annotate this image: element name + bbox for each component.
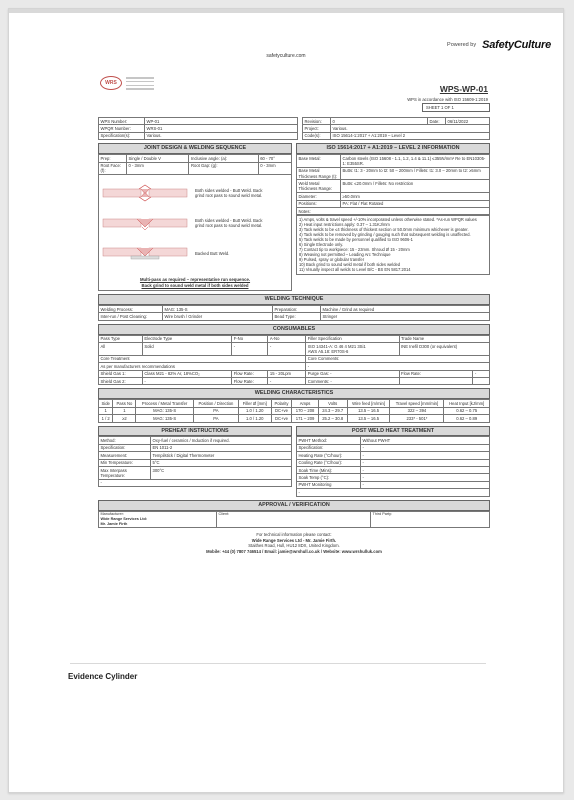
wps-document: [98, 70, 490, 670]
company-logo: WRS: [100, 76, 122, 90]
joint-design-section: [98, 143, 292, 291]
wps-title: WPS-WP-01: [439, 84, 488, 94]
note-item: 1) Amps, volts & travel speed +/-10% incorporated unless otherwise stated. *As-run WPQR values: [299, 217, 477, 223]
wps-number: WP-01: [145, 118, 298, 125]
welding-technique-section: [98, 294, 490, 321]
column-header: Side: [99, 400, 113, 407]
iso-notes-list: [296, 215, 490, 275]
table-row: [99, 407, 490, 414]
note-item: 3) Tack welds to be ≤4 thickness of thickest section or 50.0mm minimum whichever is greater.: [299, 227, 469, 233]
double-v-joint-icon: [101, 183, 189, 203]
table-cell: 25.2 – 30.8: [318, 415, 347, 422]
table-cell: ≥2: [113, 415, 136, 422]
joint-prep-table: Prep: Single / Double V Inclusive angle: (a): 60 - 70° Root Face: (f): 0 - 3mm Root Gap: (g): 0 - 3mm: [98, 154, 292, 175]
revision: 0: [331, 118, 428, 125]
backed-butt-joint-icon: [101, 243, 189, 263]
joint-sketch-3: [101, 243, 291, 263]
note-item: 9) Pulsed, spray or globular transfer: [299, 257, 365, 263]
revision-table: Revision: 0 Date: 06/11/2022 Project: Various. Code(s): ISO 15614-1:2017 + A1:2019 – Level 2: [302, 117, 490, 140]
joint-notes: Multi-pass as required – representative run sequence. Back grind to sound weld metal if both sides welded: [139, 277, 251, 288]
divider: [70, 663, 486, 664]
column-header: Volts: [318, 400, 347, 407]
consumables-section: [98, 324, 490, 386]
approval-section: [98, 500, 490, 528]
note-item: 7) Contact tip to workpiece: 15 - 23mm. Shroud Ø 15 - 20mm: [299, 247, 410, 253]
table-cell: 13.5 – 16.5: [347, 415, 390, 422]
consumables-heading: CONSUMABLES: [98, 324, 490, 335]
welding-characteristics-table: [98, 399, 490, 422]
powered-by-label: Powered by: [447, 42, 477, 48]
column-header: Heat Input [kJ/mm]: [444, 400, 490, 407]
table-cell: PA: [193, 407, 238, 414]
welding-characteristics-heading: WELDING CHARACTERISTICS: [98, 388, 490, 399]
brand-logo: SafetyCulture: [482, 39, 551, 51]
consumables-table: Pass Type Electrode Type F-No A-No Filler Specification Trade Name All Solid - - ISO 14341-A: G 46 4 M21 3Si1 AWS A5.18: ER70S-6 INE Inefil D300 (or equivalent) Core Treatment Core Comments: As per manufacturers recommendations - Shield Gas 1: Class M21 - 82% Ar, 18%CO₂ Flow Rate: 15 - 20Lpm Purge Gas: - Flow Rate: - Shield Gas 2: - Flow Rate: - Comments: -: [98, 335, 490, 386]
table-cell: 1.0 / 1.20: [239, 407, 272, 414]
table-cell: PA: [193, 415, 238, 422]
approval-table: Manufacturer: Wide Range Services Ltd: Mr. Jamie Firth Client: Third Party:: [98, 511, 490, 528]
joint-sketch-2: [101, 213, 291, 233]
logo-text-lines: [126, 77, 154, 92]
welding-technique-table: Welding Process: MAG: 135-S Preparation: Machine / Grind as required Inter-run / Post Cleaning: Wire brush / Grinder Bead Type: Stringer: [98, 305, 490, 321]
column-header: Polarity: [271, 400, 292, 407]
table-row: [99, 415, 490, 422]
welding-technique-heading: WELDING TECHNIQUE: [98, 294, 490, 305]
table-cell: 24.3 – 29.7: [318, 407, 347, 414]
table-cell: 0.62 – 0.75: [444, 407, 490, 414]
note-item: 8) Weaving not permitted – Leading Arc Technique: [299, 252, 391, 258]
column-header: Wire feed [m/min]: [347, 400, 390, 407]
table-cell: DC+ve: [271, 415, 292, 422]
table-cell: 1: [99, 407, 113, 414]
joint-sketch-1-text: Both sides welded - Butt Weld. Back grind root pass to sound weld metal.: [195, 187, 263, 199]
table-cell: 13.5 – 16.5: [347, 407, 390, 414]
welding-characteristics-section: [98, 388, 490, 422]
iso-info-table: Base Metal: Carbon steels (ISO 15608 - 1.1, 1.2, 1.4 & 11.1) ≤355N/mm² Re to EN10305-1: E355SR. Base Metal Thickness Range (t): Butts: t1: 3 - 20mm to t2: 50 – 200mm / Fillets: t1: 3.0 – 20mm to t2: ≥5mm Weld Metal Thickness Range: Butts: ≤20.0mm / Fillets: No restriction Diameter: ≥50.0mm Positions: PA: Flat / Flat Rotated Notes:: [296, 154, 490, 215]
project: Various.: [331, 125, 490, 132]
preheat-heading: PREHEAT INSTRUCTIONS: [98, 426, 292, 437]
pwht-heading: POST WELD HEAT TREATMENT: [296, 426, 490, 437]
date: 06/11/2022: [446, 118, 490, 125]
note-item: 5) Tack welds to be made by personnel qualified to ISO 9606-1: [299, 237, 413, 243]
note-item: 6) Single Electrode only.: [299, 242, 344, 248]
pwht-section: [296, 426, 490, 497]
column-header: Pass No: [113, 400, 136, 407]
top-border: [9, 9, 563, 13]
codes: ISO 15614-1:2017 + A1:2019 – Level 2: [331, 132, 490, 139]
column-header: Travel speed [mm/min]: [390, 400, 444, 407]
approval-heading: APPROVAL / VERIFICATION: [98, 500, 490, 511]
joint-sketch-3-text: Backed Butt Weld.: [195, 250, 230, 256]
contact-footer: For technical information please contact: Wide Range Services Ltd - Mr. Jamie Firth. Staithes Road, Hull, HU12 8DX, United Kingdom. Mobile: +44 (0) 7807 746514 / Email: jamie@wrshull.co.uk / Website: www.wrshulluk.com: [206, 531, 382, 554]
table-cell: MAG: 135-S: [136, 407, 193, 414]
table-cell: 171 – 209: [292, 415, 318, 422]
table-cell: 170 – 208: [292, 407, 318, 414]
wps-identification-table: WPS Number: WP-01 WPQR Number: WRS-01 Specification(s): Various.: [98, 117, 298, 140]
joint-design-heading: JOINT DESIGN & WELDING SEQUENCE: [98, 143, 292, 154]
column-header: Amps: [292, 400, 318, 407]
table-cell: 1.0 / 1.20: [239, 415, 272, 422]
note-item: 11) Visually inspect all welds to Level B/C - BS EN 5817:2014: [299, 267, 411, 273]
specification: Various.: [145, 132, 298, 139]
table-cell: DC+ve: [271, 407, 292, 414]
table-cell: 322 – 394: [390, 407, 444, 414]
iso-level-heading: ISO 15614:2017 + A1:2019 – LEVEL 2 INFORMATION: [296, 143, 490, 154]
joint-sketches: [98, 175, 292, 291]
sheet-number: SHEET 1 OF 1: [422, 103, 490, 112]
note-item: 4) Tack welds to be removed by grinding / gouging such that subsequent welding is unaffected.: [299, 232, 471, 238]
table-cell: 0.62 – 0.89: [444, 415, 490, 422]
evidence-caption: Evidence Cylinder: [68, 672, 138, 681]
table-cell: 1: [113, 407, 136, 414]
table-cell: 233* - 501*: [390, 415, 444, 422]
wpqr-number: WRS-01: [145, 125, 298, 132]
table-cell: 1 / 2: [99, 415, 113, 422]
column-header: Process / Metal Transfer: [136, 400, 193, 407]
wps-subtitle: WPS in accordance with ISO 15609-1:2019: [407, 97, 488, 102]
note-item: 10) Back grind to sound weld metal if both sides welded: [299, 262, 401, 268]
preheat-table: Method: Oxy-fuel / ceramics / Induction if required. Specification: EN 1011-2 Measurement: Tempilstick / Digital Thermometer Min Temperature: 5°C Max Interpass Temperature: 300°C -: [98, 436, 292, 487]
site-url: safetyculture.com: [266, 53, 306, 59]
joint-sketch-1: [101, 183, 291, 203]
powered-by: [447, 39, 551, 51]
column-header: Filler Ø [mm]: [239, 400, 272, 407]
pwht-table: PWHT Method: Without PWHT Specification: - Heating Rate (°C/hour): - Cooling Rate (°C/hour): - Soak Time (Mins): - Soak Temp (°C): - PWHT Monitoring - -: [296, 436, 490, 497]
table-cell: MAG: 135-S: [136, 415, 193, 422]
iso-level-section: [296, 143, 490, 291]
joint-sketch-2-text: Both sides welded - Butt Weld. Back grind root pass to sound weld metal.: [195, 217, 263, 229]
column-header: Position / Direction: [193, 400, 238, 407]
note-item: 2) Heat input restrictions apply: 0.37 – 1.31KJ/mm: [299, 222, 390, 228]
preheat-section: [98, 426, 292, 497]
single-v-joint-icon: [101, 213, 189, 233]
